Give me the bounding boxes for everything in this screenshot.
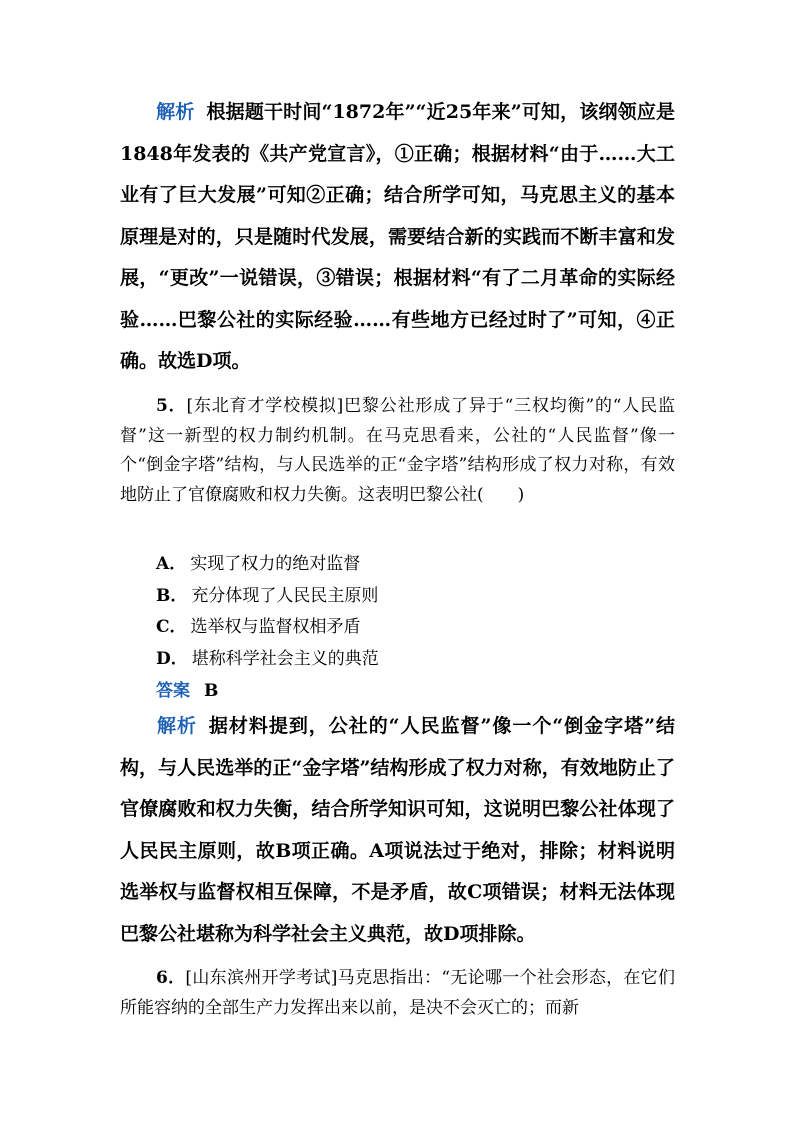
answer-label: 答案 [156, 681, 190, 701]
analysis-text: 根据题干时间“1872年”“近25年来”可知，该纲领应是1848年发表的《共产党宣言》，①正确；根据材料“由于……大工业有了巨大发展”可知②正确；结合所学可知，马克思主义的基本原理是对的，只是随时代发展，需要结合新的实践而不断丰富和发展，“更改”一说错误，③错误；根据材料“有了二月革命的实际经验……巴黎公社的实际经验……有些地方已经过时了”可知，④正确。故选D项。 [120, 101, 675, 372]
question-text: [山东滨州开学考试]马克思指出：“无论哪一个社会形态，在它们所能容纳的全部生产力发挥出来以前，是决不会灭亡的；而新 [120, 968, 675, 1018]
option-a: A． 实现了权力的绝对监督 [156, 554, 361, 574]
analysis-block-1 [120, 92, 675, 383]
option-d: D． 堪称科学社会主义的典范 [156, 648, 379, 669]
analysis-block-2 [120, 706, 675, 955]
answer-value: B [204, 681, 219, 701]
question-5 [120, 392, 675, 510]
option-b: B． 充分体现了人民民主原则 [156, 585, 379, 606]
analysis-label: 解析 [156, 715, 197, 737]
analysis-label: 解析 [156, 101, 195, 123]
options-list [156, 549, 379, 675]
answer-line [156, 677, 218, 705]
option-c: C． 选举权与监督权相矛盾 [156, 617, 361, 637]
question-number: 6． [156, 968, 186, 988]
analysis-text: 据材料提到，公社的“人民监督”像一个“倒金字塔”结构，与人民选举的正“金字塔”结构形成了权力对称，有效地防止了官僚腐败和权力失衡，结合所学知识可知，这说明巴黎公社体现了人民民主原则，故B项正确。A项说法过于绝对，排除；材料说明选举权与监督权相互保障，不是矛盾，故C项错误；材料无法体现巴黎公社堪称为科学社会主义典范，故D项排除。 [120, 715, 675, 945]
question-number: 5． [156, 396, 187, 416]
question-6 [120, 964, 675, 1023]
question-text: [东北育才学校模拟]巴黎公社形成了异于“三权均衡”的“人民监督”这一新型的权力制约机制。在马克思看来，公社的“人民监督”像一个“倒金字塔”结构，与人民选举的正“金字塔”结构形成了权力对称，有效地防止了官僚腐败和权力失衡。这表明巴黎公社( ) [120, 396, 675, 505]
